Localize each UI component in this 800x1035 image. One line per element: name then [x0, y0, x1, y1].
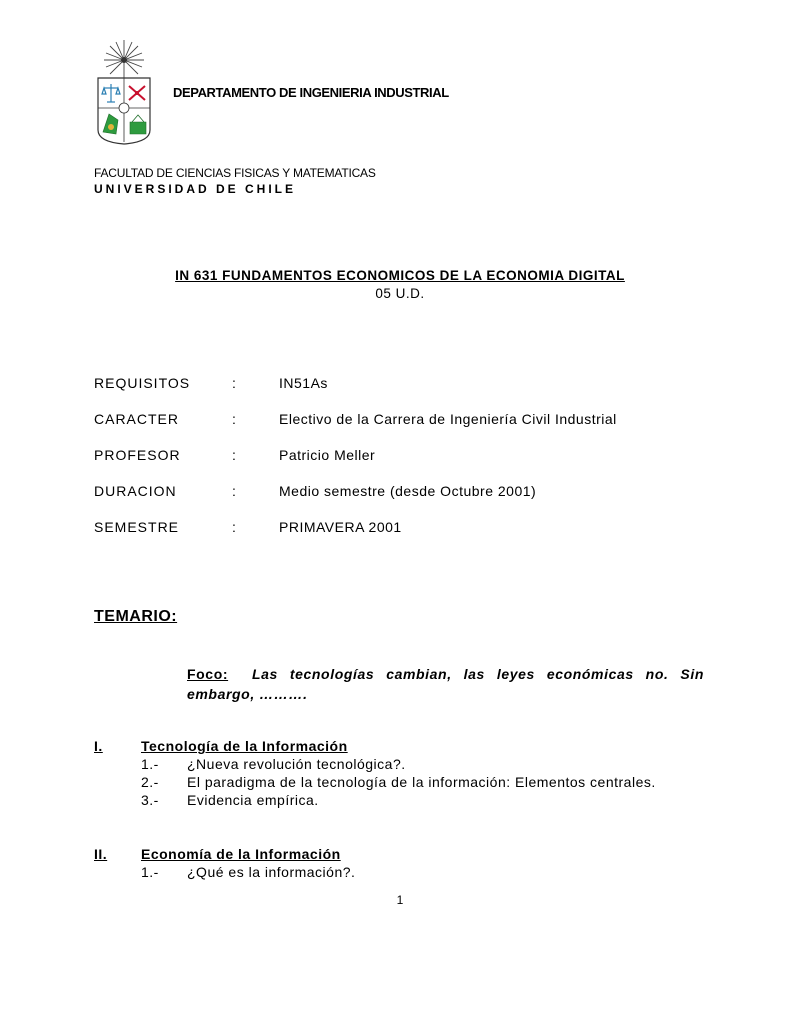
- section-number: I.: [94, 738, 103, 754]
- section-title: Economía de la Información: [141, 846, 341, 862]
- list-item: ¿Nueva revolución tecnológica?.: [187, 756, 406, 772]
- page-number: 1: [396, 893, 404, 907]
- info-value: IN51As: [279, 375, 328, 391]
- info-colon: :: [232, 411, 236, 427]
- info-label: PROFESOR: [94, 447, 181, 463]
- section-number: II.: [94, 846, 108, 862]
- temario-heading: TEMARIO:: [94, 608, 178, 625]
- faculty-name: FACULTAD DE CIENCIAS FISICAS Y MATEMATICAS: [94, 166, 376, 180]
- info-colon: :: [232, 483, 236, 499]
- foco-text: Las tecnologías cambian, las leyes económicas no. Sin embargo, ……….: [187, 666, 704, 702]
- foco-paragraph: [187, 664, 704, 704]
- list-item: Evidencia empírica.: [187, 792, 319, 808]
- info-label: REQUISITOS: [94, 375, 191, 391]
- info-value: PRIMAVERA 2001: [279, 519, 402, 535]
- department-name: DEPARTAMENTO DE INGENIERIA INDUSTRIAL: [173, 85, 449, 100]
- list-item-number: 1.-: [141, 864, 159, 880]
- info-colon: :: [232, 447, 236, 463]
- university-coat-of-arms-icon: [94, 38, 154, 146]
- list-item-number: 2.-: [141, 774, 159, 790]
- university-name: UNIVERSIDAD DE CHILE: [94, 182, 297, 196]
- info-value: Electivo de la Carrera de Ingeniería Civil Industrial: [279, 411, 617, 427]
- info-colon: :: [232, 375, 236, 391]
- info-label: SEMESTRE: [94, 519, 180, 535]
- course-title-text: IN 631 FUNDAMENTOS ECONOMICOS DE LA ECONOMIA DIGITAL: [175, 268, 625, 283]
- list-item: El paradigma de la tecnología de la información: Elementos centrales.: [187, 774, 656, 790]
- course-units: 05 U.D.: [375, 286, 425, 301]
- course-title: [0, 268, 800, 283]
- info-label: CARACTER: [94, 411, 180, 427]
- info-label: DURACION: [94, 483, 177, 499]
- list-item: ¿Qué es la información?.: [187, 864, 356, 880]
- info-value: Patricio Meller: [279, 447, 376, 463]
- list-item-number: 1.-: [141, 756, 159, 772]
- info-value: Medio semestre (desde Octubre 2001): [279, 483, 537, 499]
- list-item-number: 3.-: [141, 792, 159, 808]
- section-title: Tecnología de la Información: [141, 738, 348, 754]
- info-colon: :: [232, 519, 236, 535]
- foco-label: Foco:: [187, 666, 229, 682]
